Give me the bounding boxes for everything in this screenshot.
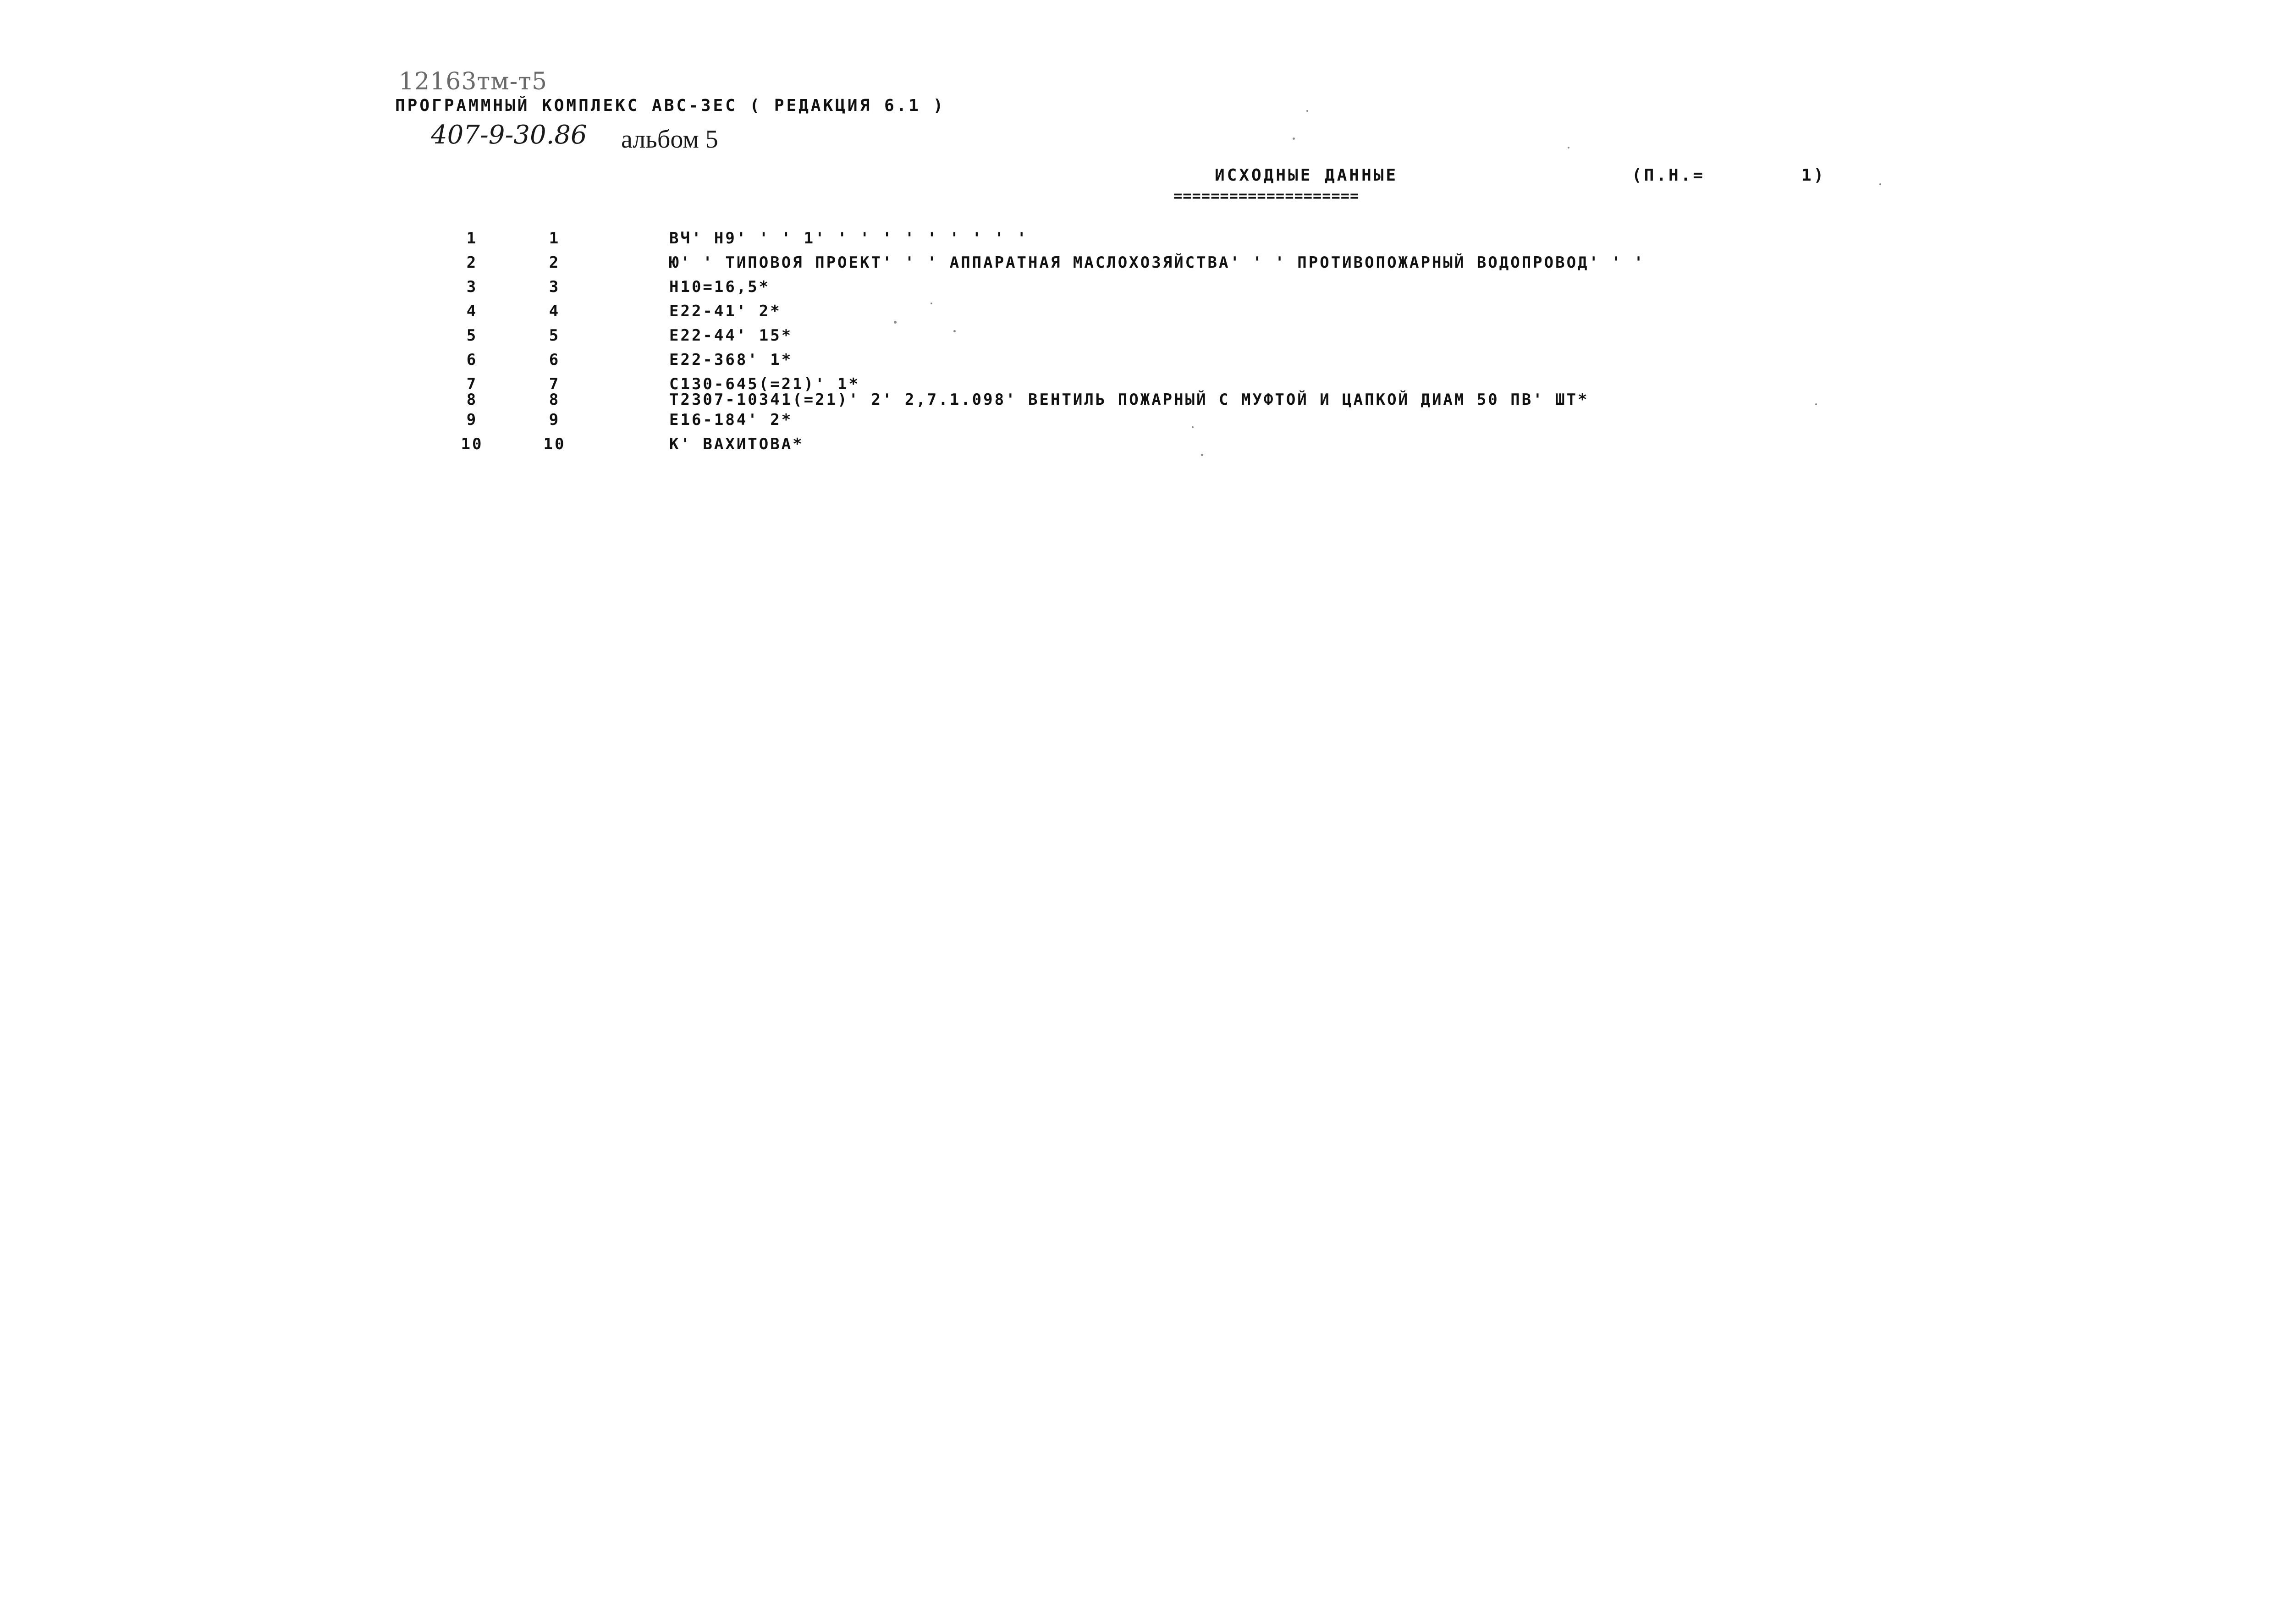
speck: [1568, 147, 1569, 149]
row-card-number: 1: [549, 229, 561, 248]
row-card-number: 9: [549, 411, 561, 429]
row-text: С130-645(=21)' 1*: [669, 375, 860, 393]
speck: [1192, 426, 1194, 428]
handwritten-project-code: 407-9-30.86: [431, 120, 587, 150]
program-title: ПРОГРАММНЫЙ КОМПЛЕКС АВС-ЗЕС ( РЕДАКЦИЯ 6.1 ): [395, 96, 946, 115]
speck: [1201, 454, 1203, 456]
row-number: 9: [466, 411, 478, 429]
row-card-number: 5: [549, 326, 561, 345]
row-card-number: 2: [549, 253, 561, 272]
row-text: Е22-41' 2*: [669, 302, 782, 320]
speck: [1815, 403, 1817, 405]
row-text: Ю' ' ТИПОВОЯ ПРОЕКТ' ' ' АППАРАТНАЯ МАСЛОХОЗЯЙСТВА' ' ' ПРОТИВОПОЖАРНЫЙ ВОДОПРОВОД' ' ': [669, 253, 1645, 272]
speck: [1293, 138, 1295, 140]
row-text: К' ВАХИТОВА*: [669, 435, 804, 453]
album-label: альбом 5: [621, 125, 718, 154]
row-number: 8: [466, 391, 478, 409]
row-text: Е22-44' 15*: [669, 326, 793, 345]
row-number: 1: [466, 229, 478, 248]
section-title: ИСХОДНЫЕ ДАННЫЕ: [1215, 166, 1399, 185]
archive-stamp: 12163тм-т5: [399, 68, 548, 95]
row-card-number: 3: [549, 278, 561, 296]
row-card-number: 4: [549, 302, 561, 320]
speck: [894, 321, 897, 324]
row-text: ВЧ' Н9' ' ' 1' ' ' ' ' ' ' ' ' ': [669, 229, 1029, 248]
page-number-value: 1): [1801, 166, 1826, 185]
speck: [1879, 183, 1881, 185]
row-number: 2: [466, 253, 478, 272]
speck: [1306, 110, 1308, 112]
section-underline: ====================: [1173, 187, 1360, 204]
row-card-number: 10: [543, 435, 566, 453]
row-number: 10: [461, 435, 484, 453]
speck: [931, 303, 932, 304]
row-number: 3: [466, 278, 478, 296]
row-text: Е16-184' 2*: [669, 411, 793, 429]
row-number: 4: [466, 302, 478, 320]
row-card-number: 7: [549, 375, 561, 393]
speck: [953, 330, 956, 332]
row-card-number: 6: [549, 351, 561, 369]
row-text: Н10=16,5*: [669, 278, 771, 296]
page-number-label: (П.Н.=: [1632, 166, 1706, 185]
row-number: 6: [466, 351, 478, 369]
row-card-number: 8: [549, 391, 561, 409]
row-number: 5: [466, 326, 478, 345]
row-number: 7: [466, 375, 478, 393]
row-text: Т2307-10341(=21)' 2' 2,7.1.098' ВЕНТИЛЬ ПОЖАРНЫЙ С МУФТОЙ И ЦАПКОЙ ДИАМ 50 ПВ' ШТ*: [669, 391, 1589, 409]
row-text: Е22-368' 1*: [669, 351, 793, 369]
